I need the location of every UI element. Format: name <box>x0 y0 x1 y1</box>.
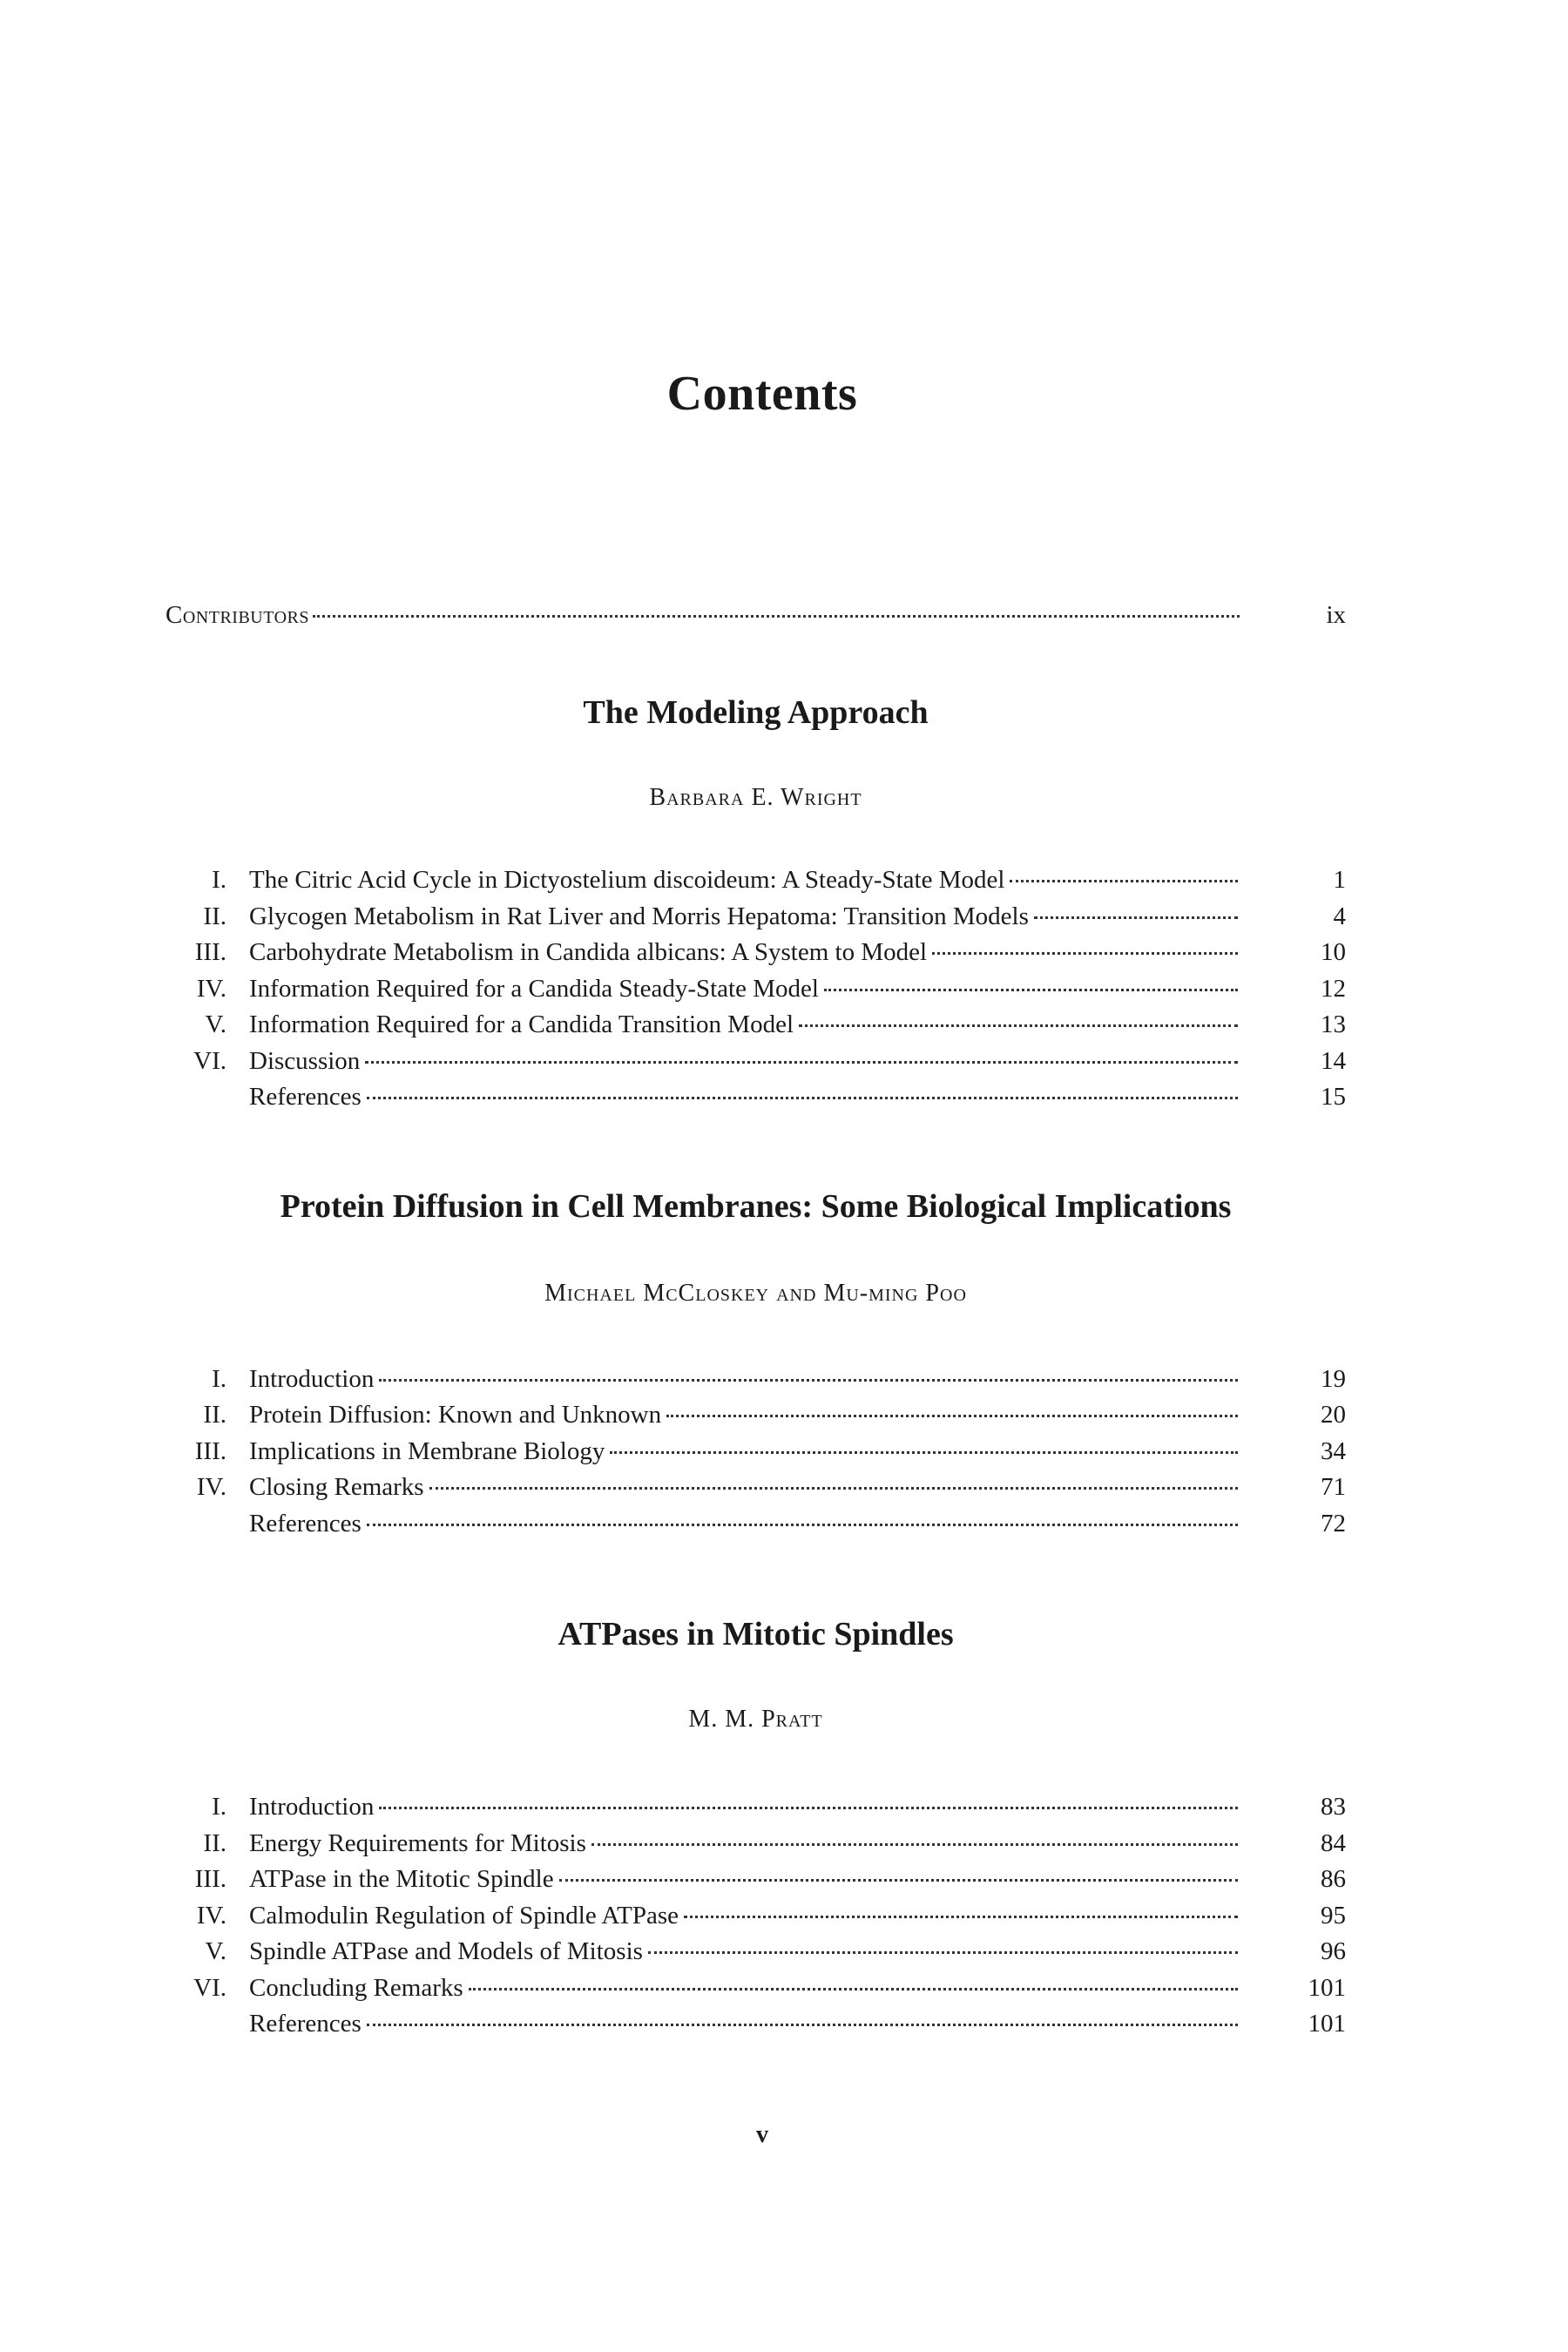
section-number: I. <box>212 1364 226 1393</box>
section-title: References <box>249 2010 362 2038</box>
toc-entry[interactable] <box>166 1937 1346 1974</box>
toc-entry[interactable] <box>166 2010 1346 2046</box>
section-title: References <box>249 1083 362 1111</box>
page-number: 86 <box>1321 1865 1346 1893</box>
section-number: I. <box>212 866 226 894</box>
page-number: 95 <box>1321 1901 1346 1930</box>
toc-entry[interactable] <box>166 902 1346 939</box>
toc-entry[interactable] <box>166 1083 1346 1119</box>
chapter-section <box>166 1187 1346 1546</box>
dot-leader <box>429 1487 1238 1490</box>
page-number: 13 <box>1321 1010 1346 1038</box>
section-number: IV. <box>196 1901 226 1930</box>
page-number: 19 <box>1321 1364 1346 1393</box>
page-number: 101 <box>1308 2010 1346 2038</box>
dot-leader <box>932 952 1238 955</box>
table-of-contents <box>166 601 1346 2046</box>
section-title: Introduction <box>249 1364 375 1393</box>
section-title: Introduction <box>249 1793 375 1821</box>
page-number: 4 <box>1333 902 1346 930</box>
entry-list <box>166 866 1346 1119</box>
dot-leader <box>684 1916 1238 1918</box>
toc-entry[interactable] <box>166 938 1346 975</box>
section-title: Discussion <box>249 1046 361 1075</box>
section-title: ATPase in the Mitotic Spindle <box>249 1865 554 1893</box>
dot-leader <box>799 1024 1238 1027</box>
section-title: Protein Diffusion: Known and Unknown <box>249 1401 662 1429</box>
section-title: Implications in Membrane Biology <box>249 1436 605 1465</box>
dot-leader <box>648 1951 1238 1954</box>
chapter-title[interactable]: ATPases in Mitotic Spindles <box>558 1616 954 1652</box>
section-title: Carbohydrate Metabolism in Candida albicans: A System to Model <box>249 938 928 966</box>
toc-entry[interactable] <box>166 1974 1346 2011</box>
toc-entry[interactable] <box>166 1365 1346 1402</box>
entry-list <box>166 1793 1346 2046</box>
toc-entry[interactable] <box>166 1047 1346 1084</box>
dot-leader <box>367 2024 1238 2026</box>
section-title: Glycogen Metabolism in Rat Liver and Morris Hepatoma: Transition Models <box>249 902 1029 930</box>
section-number: II. <box>203 1828 226 1857</box>
toc-entry[interactable] <box>166 1010 1346 1047</box>
dot-leader <box>1010 880 1238 882</box>
section-number: I. <box>212 1793 226 1821</box>
contributors-entry[interactable] <box>166 601 1346 639</box>
section-number: III. <box>194 1865 226 1893</box>
dot-leader <box>559 1879 1238 1882</box>
section-number: III. <box>194 1436 226 1465</box>
toc-entry[interactable] <box>166 1473 1346 1510</box>
page-number: 14 <box>1321 1046 1346 1075</box>
dot-leader <box>379 1807 1238 1809</box>
page-number: 71 <box>1321 1473 1346 1501</box>
section-title: Concluding Remarks <box>249 1973 463 2002</box>
chapter-title[interactable]: The Modeling Approach <box>583 694 929 731</box>
dot-leader <box>1034 916 1238 919</box>
dot-leader <box>666 1415 1238 1417</box>
section-title: Energy Requirements for Mitosis <box>249 1828 586 1857</box>
section-number: V. <box>205 1010 226 1038</box>
page-number: 84 <box>1321 1828 1346 1857</box>
section-number: V. <box>205 1937 226 1965</box>
chapter-section <box>166 693 1346 1119</box>
toc-entry[interactable] <box>166 1401 1346 1437</box>
page-number: 83 <box>1321 1793 1346 1821</box>
section-title: Information Required for a Candida Steady-State Model <box>249 974 819 1003</box>
page-number: 10 <box>1321 938 1346 966</box>
section-title: Spindle ATPase and Models of Mitosis <box>249 1937 643 1965</box>
section-title: Closing Remarks <box>249 1473 424 1501</box>
toc-entry[interactable] <box>166 1510 1346 1546</box>
contributors-page: ix <box>1326 601 1346 629</box>
dot-leader <box>367 1524 1238 1526</box>
section-title: Information Required for a Candida Transition Model <box>249 1010 794 1038</box>
dot-leader <box>469 1988 1238 1990</box>
page-number: 101 <box>1308 1973 1346 2002</box>
page-number: 15 <box>1321 1083 1346 1111</box>
dot-leader <box>824 989 1238 991</box>
section-title: References <box>249 1509 362 1538</box>
page-number: 20 <box>1321 1401 1346 1429</box>
page-number: 96 <box>1321 1937 1346 1965</box>
toc-entry[interactable] <box>166 1793 1346 1829</box>
section-number: VI. <box>193 1973 226 2002</box>
chapter-list <box>166 693 1346 2046</box>
dot-leader <box>379 1379 1238 1382</box>
section-title: The Citric Acid Cycle in Dictyostelium discoideum: A Steady-State Model <box>249 866 1005 894</box>
chapter-section <box>166 1615 1346 2046</box>
chapter-author: M. M. Pratt <box>688 1706 823 1733</box>
section-number: IV. <box>196 974 226 1003</box>
section-number: IV. <box>196 1473 226 1501</box>
page-number: 72 <box>1321 1509 1346 1538</box>
toc-entry[interactable] <box>166 1829 1346 1866</box>
section-number: VI. <box>193 1046 226 1075</box>
dot-leader <box>313 615 1240 618</box>
chapter-author: Michael McCloskey and Mu-ming Poo <box>544 1279 967 1307</box>
toc-entry[interactable] <box>166 1902 1346 1938</box>
toc-entry[interactable] <box>166 1437 1346 1474</box>
section-title: Calmodulin Regulation of Spindle ATPase <box>249 1901 679 1930</box>
toc-entry[interactable] <box>166 975 1346 1011</box>
toc-entry[interactable] <box>166 1865 1346 1902</box>
section-number: II. <box>203 902 226 930</box>
section-number: III. <box>194 938 226 966</box>
entry-list <box>166 1365 1346 1546</box>
dot-leader <box>367 1097 1238 1099</box>
chapter-author: Barbara E. Wright <box>649 784 862 811</box>
dot-leader <box>365 1061 1238 1064</box>
section-number: II. <box>203 1401 226 1429</box>
dot-leader <box>591 1843 1238 1846</box>
page-number: 12 <box>1321 974 1346 1003</box>
page-number: 1 <box>1333 866 1346 894</box>
contributors-label: Contributors <box>166 601 309 629</box>
page-number: v <box>756 2121 768 2148</box>
dot-leader <box>610 1451 1238 1454</box>
page-title: Contents <box>666 367 858 421</box>
toc-entry[interactable] <box>166 866 1346 902</box>
chapter-title[interactable]: Protein Diffusion in Cell Membranes: Some Biological Implications <box>280 1187 1232 1225</box>
page-number: 34 <box>1321 1436 1346 1465</box>
